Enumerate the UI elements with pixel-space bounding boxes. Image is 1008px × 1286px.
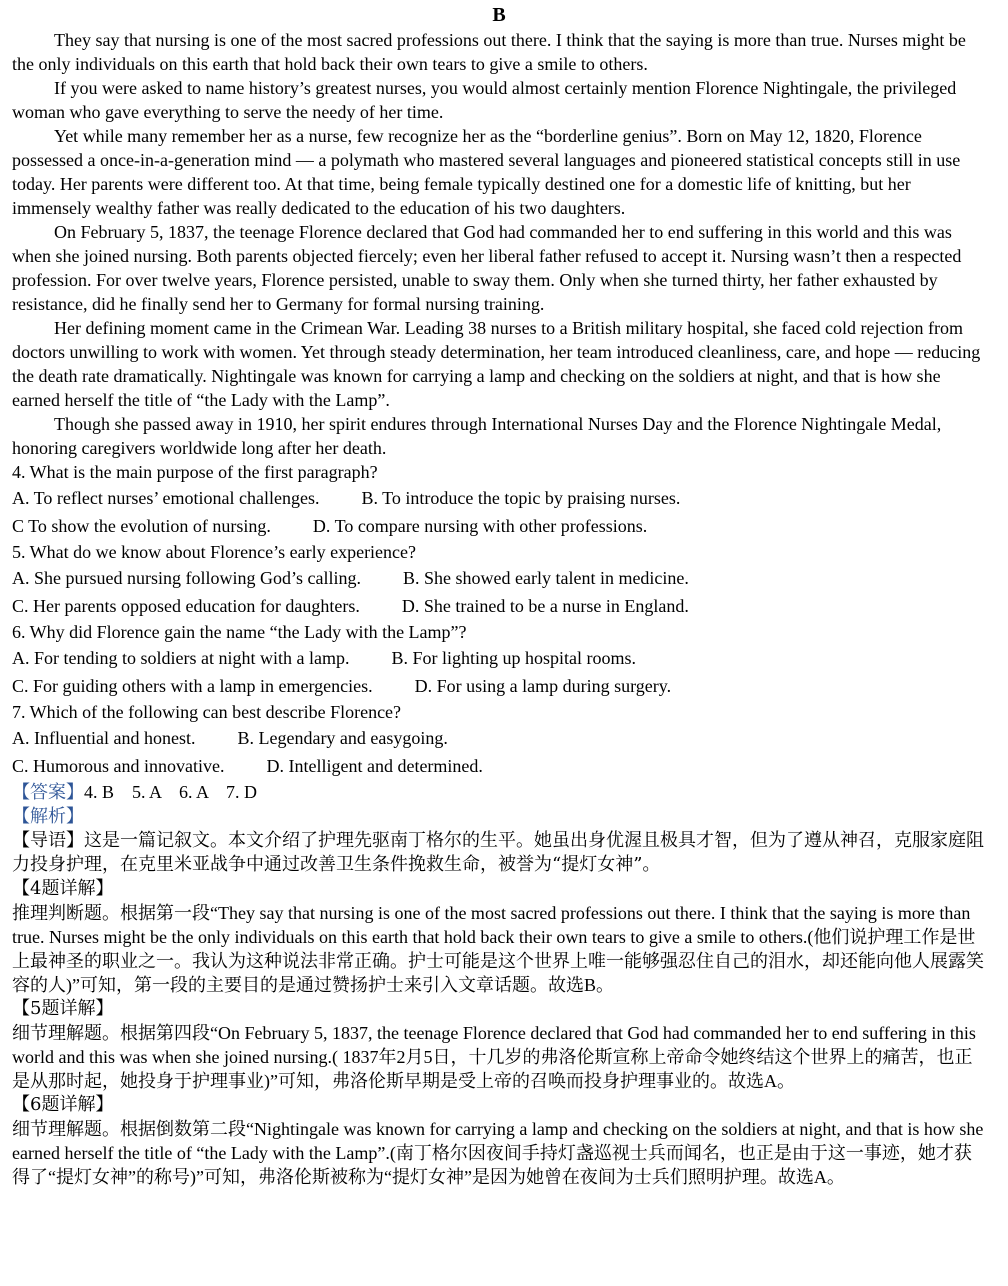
question-block-4 — [12, 460, 986, 540]
option-c: C. Humorous and innovative. — [12, 756, 225, 776]
option-d: D. For using a lamp during surgery. — [414, 676, 672, 696]
option-a: A. For tending to soldiers at night with a lamp. — [12, 648, 350, 668]
explanation-5 — [12, 997, 986, 1093]
question-block-5 — [12, 540, 986, 620]
question-stem: 4. What is the main purpose of the first paragraph? — [12, 462, 378, 482]
explanation-heading: 【6题详解】 — [12, 1094, 114, 1115]
explanation-heading: 【4题详解】 — [12, 878, 114, 899]
passage-paragraph-2: If you were asked to name history’s greatest nurses, you would almost certainly mention Florence Nightingale, the privileged woman who gave everything to serve the needy of her time. — [12, 78, 957, 122]
explanation-text: 细节理解题。根据第四段“On February 5, 1837, the teenage Florence declared that God had commanded her to end suffering in this world and this was when she joined nursing.( 1837年2月5日，十几岁的弗洛伦斯宣称上帝命令她终结这个世界上的痛苦，也正是从那时起，她投身于护理事业)”可知，弗洛伦斯早期是受上帝的召唤而投身护理事业的。故选A。 — [12, 1023, 976, 1091]
reading-passage — [12, 28, 986, 460]
explanation-heading: 【5题详解】 — [12, 998, 114, 1019]
explanation-4 — [12, 877, 986, 997]
question-stem: 7. Which of the following can best describe Florence? — [12, 702, 402, 722]
option-row — [12, 672, 986, 700]
option-a: A. She pursued nursing following God’s calling. — [12, 568, 361, 588]
answer-key: 4. B 5. A 6. A 7. D — [84, 782, 258, 802]
question-block-7 — [12, 700, 986, 780]
option-row — [12, 752, 986, 780]
option-b: B. She showed early talent in medicine. — [402, 568, 689, 588]
option-row — [12, 484, 986, 512]
option-row — [12, 512, 986, 540]
option-a: A. To reflect nurses’ emotional challenges. — [12, 488, 320, 508]
option-d: D. Intelligent and determined. — [266, 756, 483, 776]
answer-label: 【答案】 — [12, 782, 84, 803]
option-b: B. For lighting up hospital rooms. — [391, 648, 636, 668]
question-stem: 6. Why did Florence gain the name “the Lady with the Lamp”? — [12, 622, 467, 642]
explanation-text: 推理判断题。根据第一段“They say that nursing is one of the most sacred professions out there. I think that the saying is more than true. Nurses might be the only individuals on this earth that hold back their own tears to give a smile to others.(他们说护理工作是世上最神圣的职业之一。我认为这种说法非常正确。护士可能是这个世界上唯一能够强忍住自己的泪水，却还能向他人展露笑容的人)”可知，第一段的主要目的是通过赞扬护士来引入文章话题。故选B。 — [12, 903, 984, 995]
question-stem: 5. What do we know about Florence’s early experience? — [12, 542, 417, 562]
option-c: C To show the evolution of nursing. — [12, 516, 271, 536]
question-block-6 — [12, 620, 986, 700]
option-row — [12, 724, 986, 752]
passage-paragraph-3: Yet while many remember her as a nurse, few recognize her as the “borderline genius”. Born on May 12, 1820, Florence possessed a once-in-a-generation mind — a polymath who mastered several languages and pioneered statistical concepts still in use today. Her parents were different too. At that time, being female typically destined one for a domestic life of knitting, but her immensely wealthy father was really dedicated to the education of his two daughters. — [12, 126, 961, 218]
passage-paragraph-1: They say that nursing is one of the most sacred professions out there. I think that the saying is more than true. Nurses might be the only individuals on this earth that hold back their own tears to give a smile to others. — [12, 30, 966, 74]
option-d: D. She trained to be a nurse in England. — [401, 596, 689, 616]
answer-line — [12, 780, 986, 805]
explanation-6 — [12, 1093, 986, 1189]
explanation-text: 细节理解题。根据倒数第二段“Nightingale was known for carrying a lamp and checking on the soldiers at night, and that is how she earned herself the title of “the Lady with the Lamp”.(南丁格尔因夜间手持灯盏巡视士兵而闻名，也正是由于这一事迹，她才获得了“提灯女神”的称号)”可知，弗洛伦斯被称为“提灯女神”是因为她曾在夜间为士兵们照明护理。故选A。 — [12, 1119, 984, 1187]
passage-paragraph-4: On February 5, 1837, the teenage Florence declared that God had commanded her to end suffering in this world and this was when she joined nursing. Both parents objected fiercely; even her liberal father refused to accept it. Nursing wasn’t then a respected profession. For over twelve years, Florence persisted, unable to sway them. Only when she turned thirty, her father exhausted by resistance, did he finally send her to Germany for formal nursing training. — [12, 222, 962, 314]
option-row — [12, 564, 986, 592]
option-d: D. To compare nursing with other professions. — [312, 516, 648, 536]
analysis-label: 【解析】 — [12, 806, 84, 827]
passage-paragraph-5: Her defining moment came in the Crimean War. Leading 38 nurses to a British military hospital, she faced cold rejection from doctors unwilling to work with women. Yet through steady determination, her team introduced cleanliness, care, and hope — reducing the death rate dramatically. Nightingale was known for carrying a lamp and checking on the soldiers at night, and that is how she earned herself the title of “the Lady with the Lamp”. — [12, 318, 981, 410]
intro-text: 这是一篇记叙文。本文介绍了护理先驱南丁格尔的生平。她虽出身优渥且极具才智，但为了遵从神召，克服家庭阻力投身护理，在克里米亚战争中通过改善卫生条件挽救生命，被誉为“提灯女神”。 — [12, 830, 984, 875]
option-b: B. To introduce the topic by praising nurses. — [361, 488, 681, 508]
section-title: B — [492, 4, 506, 26]
intro-label: 【导语】 — [12, 830, 84, 851]
option-a: A. Influential and honest. — [12, 728, 196, 748]
option-c: C. Her parents opposed education for daughters. — [12, 596, 360, 616]
passage-paragraph-6: Though she passed away in 1910, her spirit endures through International Nurses Day and the Florence Nightingale Medal, honoring caregivers worldwide long after her death. — [12, 414, 942, 458]
option-c: C. For guiding others with a lamp in emergencies. — [12, 676, 373, 696]
intro-paragraph — [12, 829, 986, 877]
option-b: B. Legendary and easygoing. — [237, 728, 448, 748]
option-row — [12, 644, 986, 672]
option-row — [12, 592, 986, 620]
